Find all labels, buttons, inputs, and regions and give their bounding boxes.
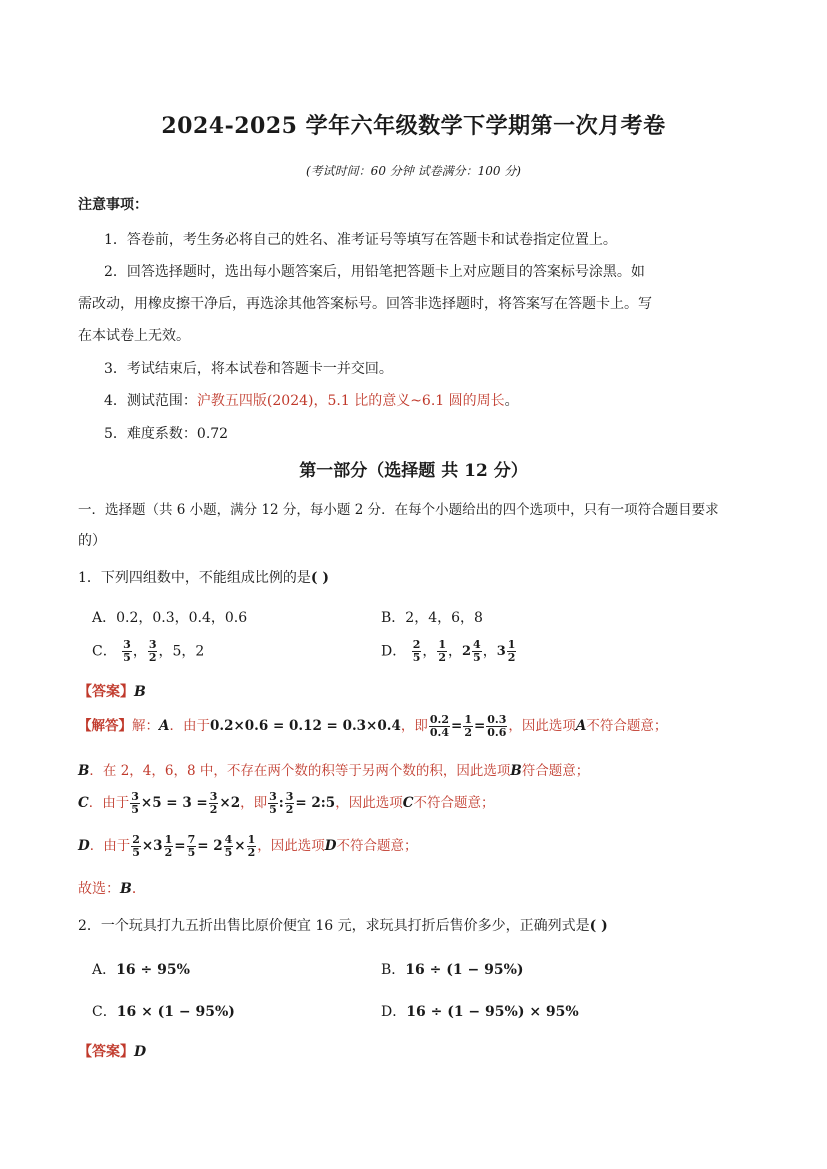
analysis-c-text3: ，因此选项: [335, 795, 403, 811]
letter-c2: C: [402, 795, 414, 811]
q2-answer: [78, 1041, 146, 1061]
analysis-c-math4: = 2:5: [295, 795, 336, 811]
fraction-02-04: $\frac{0.2}{0.4}$: [429, 713, 449, 739]
fraction-03-06: $\frac{0.3}{0.6}$: [487, 713, 507, 739]
q2-option-c: [92, 1001, 235, 1021]
fraction-4-5b: $\frac{4}{5}$: [224, 833, 233, 859]
instructions-line2: 的）: [78, 533, 106, 549]
answer-value: B: [134, 684, 146, 700]
analysis-c-text2: ，即: [240, 795, 268, 811]
analysis-d-math2: =: [174, 838, 186, 854]
q1-option-c-label: C．: [92, 643, 117, 660]
note-item-4: [104, 390, 519, 410]
q2-option-a-math: 16 ÷ 95%: [116, 962, 190, 978]
test-range: 沪教五四版(2024)，5.1 比的意义~6.1 圆的周长: [196, 393, 505, 409]
analysis-c-text4: 不符合题意；: [413, 795, 495, 811]
fraction-3-2: $\frac{3}{2}$: [148, 638, 157, 664]
question-2-stem: [78, 915, 608, 935]
q1-analysis-d: [78, 834, 417, 859]
analysis-d-text2: ，因此选项: [257, 838, 325, 854]
note-item-3: 3．考试结束后，将本试卷和答题卡一并交回。: [104, 361, 393, 377]
fraction-3-5c: $\frac{3}{5}$: [269, 790, 277, 816]
answer-label: 【答案】: [78, 684, 134, 700]
q2-option-d: [381, 1001, 579, 1021]
q1-analysis-a: 【解答】解：A．由于0.2×0.6 = 0.12 = 0.3×0.4，即 $\frac{0.2}{0.4}$ = $\frac{1}{2}$ = $\frac{0.3}{0.6}$ ，因此选项A不符合题意；: [78, 713, 668, 739]
fraction-3-5: $\frac{3}{5}$: [123, 638, 131, 664]
analysis-c-math3: :: [278, 795, 284, 811]
answer-label-2: 【答案】: [78, 1044, 134, 1060]
question-1-stem: [78, 567, 329, 587]
analysis-c-text1: ．由于: [88, 795, 130, 811]
letter-a2: A: [575, 718, 587, 734]
letter-b2: B: [510, 763, 522, 779]
analysis-label: 【解答】: [78, 718, 132, 734]
q1-option-d: D． $\frac{2}{5}$ ， $\frac{1}{2}$ ，2 $\frac{4}{5}$ ，3 $\frac{1}{2}$: [381, 638, 516, 664]
note-item-2-line1: 2．回答选择题时，选出每小题答案后，用铅笔把答题卡上对应题目的答案标号涂黑。如: [104, 264, 645, 280]
exam-info: (考试时间：60 分钟 试卷满分：100 分): [306, 164, 521, 178]
fraction-1-2c: $\frac{1}{2}$: [464, 713, 472, 739]
fraction-1-2e: $\frac{1}{2}$: [247, 833, 256, 859]
q2-option-b-label: B．: [381, 962, 406, 978]
q1-conclusion: [78, 878, 146, 898]
fraction-4-5: $\frac{4}{5}$: [473, 638, 481, 664]
analysis-d-math3: = 2: [197, 838, 223, 854]
question-1-paren: ( ): [310, 570, 330, 586]
analysis-a-text4: 不符合题意；: [586, 718, 668, 734]
letter-b: B: [78, 763, 90, 779]
analysis-c-math2: ×2: [219, 795, 241, 811]
analysis-b-text: ．在 2，4，6，8 中，不存在两个数的积等于另两个数的积，因此选项: [89, 763, 511, 779]
note-item-2-line2: 需改动，用橡皮擦干净后，再选涂其他答案标号。回答非选择题时，将答案写在答题卡上。写: [78, 296, 652, 312]
mixed-int-2: 2: [462, 644, 472, 659]
q1-option-a: A．0.2，0.3，0.4，0.6: [92, 610, 248, 626]
question-2-paren: ( ): [589, 918, 608, 934]
q2-option-d-label: D．: [381, 1004, 407, 1020]
note-item-1: 1．答卷前，考生务必将自己的姓名、准考证号等填写在答题卡和试卷指定位置上。: [104, 232, 617, 248]
fraction-3-5b: $\frac{3}{5}$: [131, 790, 139, 816]
q2-option-a: [92, 959, 190, 979]
analysis-d-text3: 不符合题意；: [336, 838, 418, 854]
question-2-text: 2．一个玩具打九五折出售比原价便宜 16 元，求玩具打折后售价多少，正确列式是: [78, 918, 590, 934]
q1-option-c: C． $\frac{3}{5}$ ， $\frac{3}{2}$ ，5，2: [92, 638, 205, 664]
fraction-2-5b: $\frac{2}{5}$: [132, 833, 140, 859]
letter-d: D: [78, 838, 90, 854]
letter-c: C: [78, 795, 89, 811]
q2-option-b: [381, 959, 524, 979]
q2-option-a-label: A．: [92, 962, 117, 978]
analysis-d-text1: ．由于: [89, 838, 131, 854]
analysis-a-text2: ，即: [400, 718, 428, 734]
q2-option-c-math: 16 × (1 − 95%): [116, 1004, 235, 1020]
analysis-a-equation: 0.2×0.6 = 0.12 = 0.3×0.4: [209, 718, 401, 734]
fraction-3-2b: $\frac{3}{2}$: [209, 790, 218, 816]
note-item-5: 5．难度系数：0.72: [104, 426, 229, 442]
q2-option-b-math: 16 ÷ (1 − 95%): [405, 962, 524, 978]
note-item-4-prefix: 4．测试范围：: [104, 393, 197, 409]
conclusion-suffix: ．: [131, 881, 146, 897]
fraction-2-5: $\frac{2}{5}$: [412, 638, 421, 664]
fraction-1-2b: $\frac{1}{2}$: [507, 638, 516, 664]
answer-value-2: D: [134, 1044, 147, 1060]
analysis-c-math1: ×5 = 3 =: [140, 795, 208, 811]
analysis-d-math1: ×3: [141, 838, 163, 854]
fraction-7-5: $\frac{7}{5}$: [187, 833, 196, 859]
analysis-a-text1: ．由于: [169, 718, 210, 734]
q1-analysis-c: [78, 791, 494, 816]
page-title: 2024-2025 学年六年级数学下学期第一次月考卷: [161, 113, 666, 139]
q1-option-c-rest: ，5，2: [158, 643, 205, 660]
note-item-2-line3: 在本试卷上无效。: [78, 328, 190, 344]
q1-answer: [78, 681, 146, 701]
notes-heading: 注意事项：: [78, 197, 148, 213]
question-1-text: 1．下列四组数中，不能组成比例的是: [78, 570, 311, 586]
analysis-a-text3: ，因此选项: [508, 718, 576, 734]
analysis-a-intro: 解：: [132, 718, 159, 734]
mixed-int-3: 3: [496, 644, 506, 659]
note-item-4-suffix: 。: [504, 393, 519, 409]
q1-option-b: B．2，4，6，8: [381, 610, 483, 626]
conclusion-prefix: 故选：: [78, 881, 120, 897]
q2-option-c-label: C．: [92, 1004, 117, 1020]
fraction-1-2d: $\frac{1}{2}$: [164, 833, 173, 859]
q1-option-d-label: D．: [381, 643, 407, 660]
section-heading: 第一部分（选择题 共 12 分）: [299, 461, 528, 481]
analysis-d-math4: ×: [234, 838, 246, 854]
q2-option-d-math: 16 ÷ (1 − 95%) × 95%: [406, 1004, 579, 1020]
fraction-1-2: $\frac{1}{2}$: [438, 638, 446, 664]
letter-d2: D: [324, 838, 337, 854]
letter-a: A: [159, 718, 170, 734]
q1-analysis-b: [78, 759, 589, 779]
conclusion-value: B: [120, 881, 132, 897]
analysis-b-end: 符合题意；: [521, 763, 590, 779]
fraction-3-2c: $\frac{3}{2}$: [285, 790, 294, 816]
instructions-line1: 一．选择题（共 6 小题，满分 12 分，每小题 2 分．在每个小题给出的四个选项中，只有一项符合题目要求: [78, 502, 719, 518]
